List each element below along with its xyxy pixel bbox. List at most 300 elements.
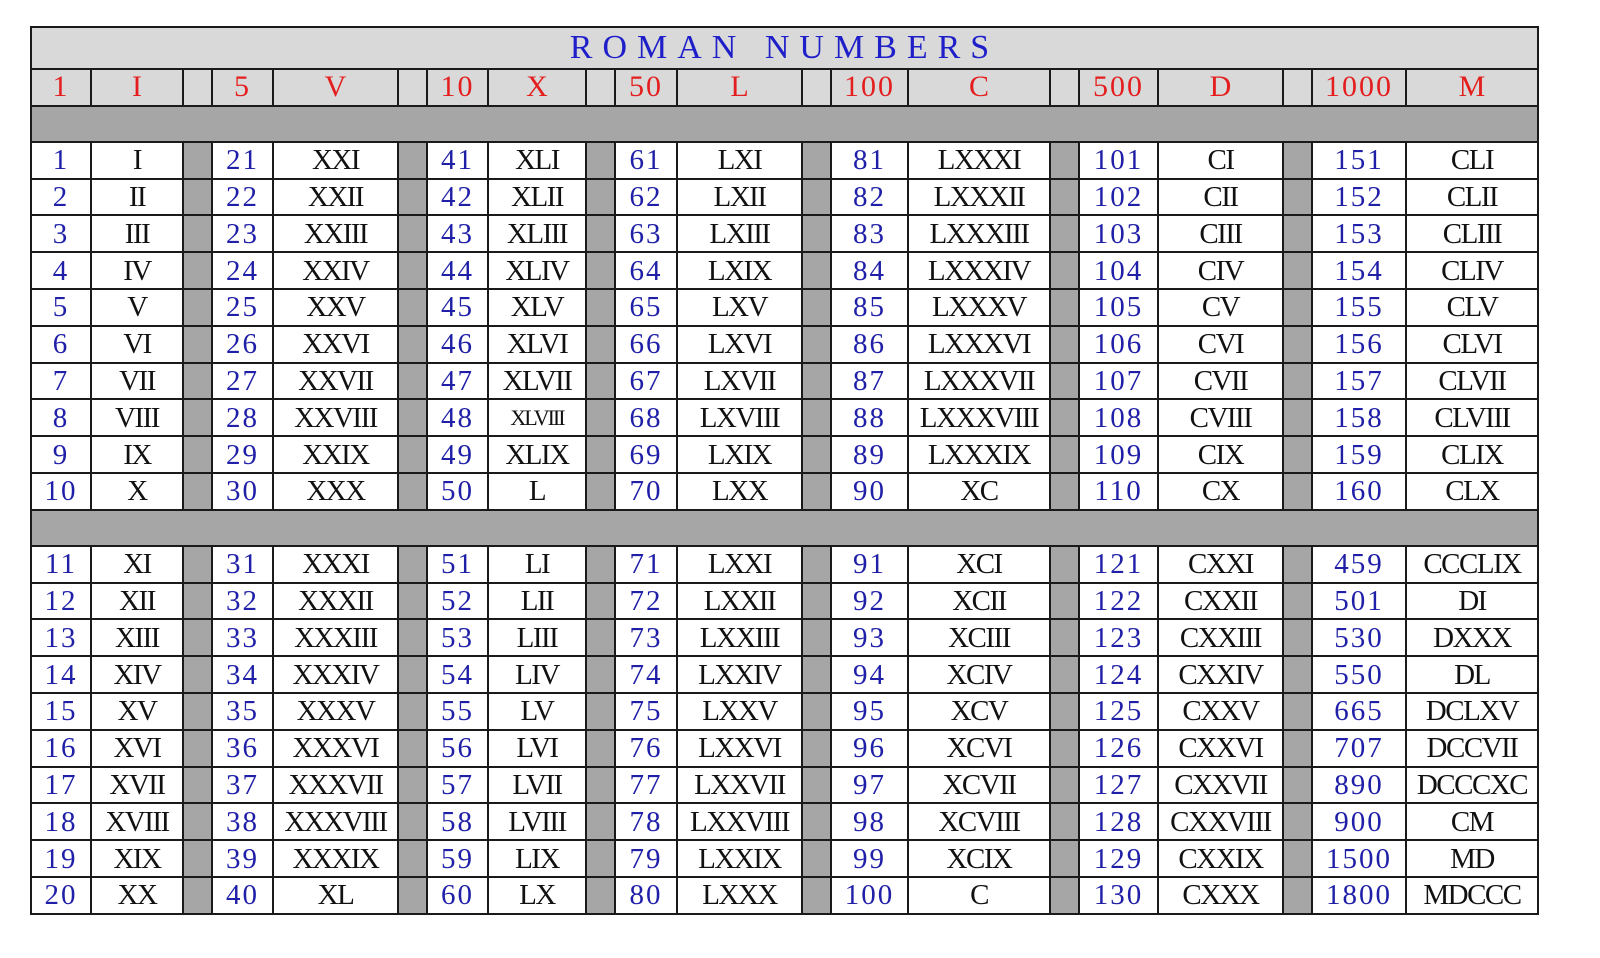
roman-numeral: LXXII — [677, 583, 802, 620]
arabic-number: 27 — [212, 363, 273, 400]
arabic-number: 53 — [427, 619, 488, 656]
column-spacer — [1283, 546, 1312, 583]
roman-numeral: XXIX — [273, 436, 398, 473]
roman-numeral: LXXXIII — [908, 215, 1050, 252]
arabic-number: 76 — [615, 730, 677, 767]
arabic-number: 34 — [212, 656, 273, 693]
roman-numeral: XX — [91, 877, 183, 914]
column-spacer — [1283, 473, 1312, 510]
roman-numeral: XCIV — [908, 656, 1050, 693]
arabic-number: 126 — [1079, 730, 1158, 767]
roman-numeral: XLII — [488, 179, 586, 216]
column-spacer — [802, 840, 831, 877]
roman-numeral: LXXI — [677, 546, 802, 583]
roman-numeral: VIII — [91, 399, 183, 436]
roman-numeral: CLVIII — [1406, 399, 1538, 436]
roman-numeral: LXXVIII — [677, 803, 802, 840]
column-spacer — [586, 767, 615, 804]
column-spacer — [1283, 877, 1312, 914]
roman-numeral: LXIX — [677, 436, 802, 473]
column-spacer — [586, 142, 615, 179]
separator-row — [31, 106, 1538, 142]
arabic-number: 30 — [212, 473, 273, 510]
column-spacer — [586, 877, 615, 914]
roman-numeral: XXXVII — [273, 767, 398, 804]
roman-numeral: CLX — [1406, 473, 1538, 510]
roman-numeral: CCCLIX — [1406, 546, 1538, 583]
arabic-number: 153 — [1312, 215, 1406, 252]
header-arabic: 1000 — [1312, 69, 1406, 106]
column-spacer — [586, 546, 615, 583]
column-spacer — [586, 730, 615, 767]
column-spacer — [586, 840, 615, 877]
table-row — [31, 215, 1538, 252]
column-spacer — [1050, 363, 1079, 400]
arabic-number: 46 — [427, 326, 488, 363]
column-spacer — [586, 619, 615, 656]
roman-numeral: LVIII — [488, 803, 586, 840]
roman-numeral: XIX — [91, 840, 183, 877]
column-spacer — [183, 473, 212, 510]
arabic-number: 29 — [212, 436, 273, 473]
roman-numeral: XCV — [908, 693, 1050, 730]
arabic-number: 3 — [31, 215, 91, 252]
column-spacer — [1283, 363, 1312, 400]
column-spacer — [586, 289, 615, 326]
arabic-number: 100 — [831, 877, 908, 914]
roman-numeral: XLVI — [488, 326, 586, 363]
arabic-number: 122 — [1079, 583, 1158, 620]
arabic-number: 55 — [427, 693, 488, 730]
roman-numeral: CLV — [1406, 289, 1538, 326]
column-spacer — [1283, 436, 1312, 473]
arabic-number: 152 — [1312, 179, 1406, 216]
roman-numeral: VII — [91, 363, 183, 400]
column-spacer — [398, 730, 427, 767]
separator-band — [31, 510, 1538, 546]
arabic-number: 54 — [427, 656, 488, 693]
roman-numeral: CLVI — [1406, 326, 1538, 363]
roman-numeral: XXX — [273, 473, 398, 510]
arabic-number: 550 — [1312, 656, 1406, 693]
column-spacer — [802, 803, 831, 840]
column-spacer — [398, 252, 427, 289]
table-row — [31, 252, 1538, 289]
arabic-number: 24 — [212, 252, 273, 289]
roman-numeral: LII — [488, 583, 586, 620]
header-roman: I — [91, 69, 183, 106]
column-spacer — [1283, 179, 1312, 216]
column-spacer — [1050, 803, 1079, 840]
roman-numeral: LXXIV — [677, 656, 802, 693]
arabic-number: 75 — [615, 693, 677, 730]
roman-numeral: CI — [1158, 142, 1283, 179]
roman-numeral: LXXXVI — [908, 326, 1050, 363]
arabic-number: 157 — [1312, 363, 1406, 400]
column-spacer — [1283, 142, 1312, 179]
arabic-number: 97 — [831, 767, 908, 804]
roman-numeral: CXXV — [1158, 693, 1283, 730]
arabic-number: 16 — [31, 730, 91, 767]
roman-numeral: CIX — [1158, 436, 1283, 473]
column-spacer — [183, 326, 212, 363]
roman-numeral: LXXXVIII — [908, 399, 1050, 436]
arabic-number: 110 — [1079, 473, 1158, 510]
arabic-number: 67 — [615, 363, 677, 400]
table-row — [31, 619, 1538, 656]
arabic-number: 101 — [1079, 142, 1158, 179]
arabic-number: 38 — [212, 803, 273, 840]
header-arabic: 10 — [427, 69, 488, 106]
arabic-number: 83 — [831, 215, 908, 252]
arabic-number: 74 — [615, 656, 677, 693]
roman-numeral: CVIII — [1158, 399, 1283, 436]
column-spacer — [1283, 693, 1312, 730]
arabic-number: 62 — [615, 179, 677, 216]
arabic-number: 36 — [212, 730, 273, 767]
roman-numeral: LXXXV — [908, 289, 1050, 326]
arabic-number: 35 — [212, 693, 273, 730]
roman-numeral: XXVI — [273, 326, 398, 363]
roman-numeral: XCI — [908, 546, 1050, 583]
roman-numeral: LXXVII — [677, 767, 802, 804]
arabic-number: 28 — [212, 399, 273, 436]
arabic-number: 25 — [212, 289, 273, 326]
arabic-number: 80 — [615, 877, 677, 914]
arabic-number: 15 — [31, 693, 91, 730]
column-spacer — [398, 583, 427, 620]
table-row — [31, 436, 1538, 473]
column-spacer — [1283, 252, 1312, 289]
roman-numeral: XXXIV — [273, 656, 398, 693]
arabic-number: 9 — [31, 436, 91, 473]
column-spacer — [1283, 840, 1312, 877]
arabic-number: 890 — [1312, 767, 1406, 804]
arabic-number: 82 — [831, 179, 908, 216]
arabic-number: 12 — [31, 583, 91, 620]
roman-numeral: DL — [1406, 656, 1538, 693]
arabic-number: 13 — [31, 619, 91, 656]
arabic-number: 32 — [212, 583, 273, 620]
column-spacer — [183, 840, 212, 877]
table-row — [31, 289, 1538, 326]
arabic-number: 26 — [212, 326, 273, 363]
header-roman: X — [488, 69, 586, 106]
arabic-number: 61 — [615, 142, 677, 179]
column-spacer — [586, 363, 615, 400]
arabic-number: 1 — [31, 142, 91, 179]
arabic-number: 96 — [831, 730, 908, 767]
column-spacer — [586, 179, 615, 216]
column-spacer — [1283, 619, 1312, 656]
arabic-number: 106 — [1079, 326, 1158, 363]
arabic-number: 40 — [212, 877, 273, 914]
arabic-number: 459 — [1312, 546, 1406, 583]
table-row — [31, 142, 1538, 179]
roman-numeral: CVII — [1158, 363, 1283, 400]
table-row — [31, 326, 1538, 363]
column-spacer — [586, 473, 615, 510]
arabic-number: 84 — [831, 252, 908, 289]
column-spacer — [183, 730, 212, 767]
column-spacer — [1050, 877, 1079, 914]
roman-numeral: XXXV — [273, 693, 398, 730]
roman-numeral: DXXX — [1406, 619, 1538, 656]
roman-numeral: CLIX — [1406, 436, 1538, 473]
column-spacer — [802, 619, 831, 656]
roman-numeral: CM — [1406, 803, 1538, 840]
column-spacer — [586, 252, 615, 289]
column-spacer — [802, 877, 831, 914]
header-arabic: 500 — [1079, 69, 1158, 106]
column-spacer — [1050, 840, 1079, 877]
header-arabic: 1 — [31, 69, 91, 106]
roman-numeral: LIX — [488, 840, 586, 877]
roman-numeral: LXVI — [677, 326, 802, 363]
arabic-number: 87 — [831, 363, 908, 400]
arabic-number: 123 — [1079, 619, 1158, 656]
arabic-number: 77 — [615, 767, 677, 804]
column-spacer — [1283, 215, 1312, 252]
column-spacer — [802, 546, 831, 583]
column-spacer — [802, 693, 831, 730]
column-spacer — [183, 619, 212, 656]
roman-numeral: LXV — [677, 289, 802, 326]
arabic-number: 43 — [427, 215, 488, 252]
column-spacer — [1050, 252, 1079, 289]
roman-numeral: XII — [91, 583, 183, 620]
roman-numeral: II — [91, 179, 183, 216]
arabic-number: 88 — [831, 399, 908, 436]
arabic-number: 94 — [831, 656, 908, 693]
column-spacer — [1050, 179, 1079, 216]
column-spacer — [183, 289, 212, 326]
column-spacer — [1283, 289, 1312, 326]
roman-numeral: XLVIII — [488, 399, 586, 436]
column-spacer — [398, 326, 427, 363]
arabic-number: 11 — [31, 546, 91, 583]
arabic-number: 665 — [1312, 693, 1406, 730]
column-spacer — [398, 399, 427, 436]
roman-numeral: XXXII — [273, 583, 398, 620]
column-spacer — [183, 142, 212, 179]
arabic-number: 7 — [31, 363, 91, 400]
column-spacer — [1050, 142, 1079, 179]
arabic-number: 501 — [1312, 583, 1406, 620]
roman-numeral: CLIII — [1406, 215, 1538, 252]
column-spacer — [586, 693, 615, 730]
roman-numeral: CII — [1158, 179, 1283, 216]
roman-numeral: DCCCXC — [1406, 767, 1538, 804]
arabic-number: 65 — [615, 289, 677, 326]
roman-numeral: CXXX — [1158, 877, 1283, 914]
arabic-number: 86 — [831, 326, 908, 363]
arabic-number: 102 — [1079, 179, 1158, 216]
column-spacer — [183, 693, 212, 730]
roman-numeral: LXX — [677, 473, 802, 510]
arabic-number: 900 — [1312, 803, 1406, 840]
column-spacer — [802, 252, 831, 289]
roman-numeral: CV — [1158, 289, 1283, 326]
roman-numeral: XXXIX — [273, 840, 398, 877]
roman-numeral: III — [91, 215, 183, 252]
arabic-number: 125 — [1079, 693, 1158, 730]
roman-numeral: CVI — [1158, 326, 1283, 363]
arabic-number: 60 — [427, 877, 488, 914]
arabic-number: 5 — [31, 289, 91, 326]
roman-numeral: XCIX — [908, 840, 1050, 877]
arabic-number: 18 — [31, 803, 91, 840]
column-spacer — [1050, 326, 1079, 363]
header-arabic: 100 — [831, 69, 908, 106]
arabic-number: 41 — [427, 142, 488, 179]
arabic-number: 151 — [1312, 142, 1406, 179]
header-arabic: 5 — [212, 69, 273, 106]
column-spacer — [1050, 399, 1079, 436]
arabic-number: 70 — [615, 473, 677, 510]
roman-numeral: CLVII — [1406, 363, 1538, 400]
column-spacer — [183, 877, 212, 914]
roman-numeral: XIV — [91, 656, 183, 693]
column-spacer — [802, 289, 831, 326]
arabic-number: 51 — [427, 546, 488, 583]
roman-numeral: DI — [1406, 583, 1538, 620]
column-spacer — [802, 583, 831, 620]
arabic-number: 92 — [831, 583, 908, 620]
roman-numeral: XXVIII — [273, 399, 398, 436]
arabic-number: 130 — [1079, 877, 1158, 914]
column-spacer — [586, 656, 615, 693]
table-row — [31, 877, 1538, 914]
roman-numeral: LV — [488, 693, 586, 730]
arabic-number: 121 — [1079, 546, 1158, 583]
roman-numeral: XC — [908, 473, 1050, 510]
table-row — [31, 399, 1538, 436]
column-spacer — [1050, 69, 1079, 106]
arabic-number: 59 — [427, 840, 488, 877]
roman-numeral: XXXI — [273, 546, 398, 583]
roman-numeral: CXXIX — [1158, 840, 1283, 877]
arabic-number: 124 — [1079, 656, 1158, 693]
column-spacer — [1050, 436, 1079, 473]
arabic-number: 63 — [615, 215, 677, 252]
roman-numeral: XXXVIII — [273, 803, 398, 840]
table-row — [31, 363, 1538, 400]
roman-numeral: CXXIII — [1158, 619, 1283, 656]
table-row — [31, 767, 1538, 804]
column-spacer — [802, 656, 831, 693]
column-spacer — [183, 803, 212, 840]
roman-numeral: LXXIII — [677, 619, 802, 656]
column-spacer — [398, 289, 427, 326]
roman-numeral: XCVI — [908, 730, 1050, 767]
column-spacer — [398, 619, 427, 656]
arabic-number: 64 — [615, 252, 677, 289]
roman-numeral: IX — [91, 436, 183, 473]
arabic-number: 48 — [427, 399, 488, 436]
column-spacer — [1050, 767, 1079, 804]
column-spacer — [586, 326, 615, 363]
arabic-number: 47 — [427, 363, 488, 400]
roman-numeral: LXII — [677, 179, 802, 216]
roman-numeral: LXVII — [677, 363, 802, 400]
roman-numeral: XCIII — [908, 619, 1050, 656]
column-spacer — [398, 656, 427, 693]
roman-numeral: LIII — [488, 619, 586, 656]
roman-numeral: CX — [1158, 473, 1283, 510]
roman-numeral: CLIV — [1406, 252, 1538, 289]
column-spacer — [183, 583, 212, 620]
column-spacer — [1283, 730, 1312, 767]
roman-numeral: C — [908, 877, 1050, 914]
arabic-number: 104 — [1079, 252, 1158, 289]
arabic-number: 707 — [1312, 730, 1406, 767]
roman-numeral: XLIII — [488, 215, 586, 252]
column-spacer — [1283, 326, 1312, 363]
column-spacer — [1050, 289, 1079, 326]
roman-numeral: LVI — [488, 730, 586, 767]
roman-numeral: CXXVI — [1158, 730, 1283, 767]
roman-numeral: CXXI — [1158, 546, 1283, 583]
column-spacer — [1283, 583, 1312, 620]
roman-numeral: LXXXII — [908, 179, 1050, 216]
roman-numeral: DCLXV — [1406, 693, 1538, 730]
arabic-number: 68 — [615, 399, 677, 436]
arabic-number: 91 — [831, 546, 908, 583]
roman-numeral: LXI — [677, 142, 802, 179]
arabic-number: 20 — [31, 877, 91, 914]
arabic-number: 79 — [615, 840, 677, 877]
arabic-number: 21 — [212, 142, 273, 179]
roman-numeral: V — [91, 289, 183, 326]
roman-numeral: MDCCC — [1406, 877, 1538, 914]
column-spacer — [398, 840, 427, 877]
roman-numeral: VI — [91, 326, 183, 363]
header-roman: D — [1158, 69, 1283, 106]
table-title: ROMAN NUMBERS — [31, 27, 1538, 69]
roman-numeral: CXXVII — [1158, 767, 1283, 804]
roman-numeral: XV — [91, 693, 183, 730]
column-spacer — [802, 436, 831, 473]
roman-numeral: LXXXVII — [908, 363, 1050, 400]
arabic-number: 39 — [212, 840, 273, 877]
arabic-number: 44 — [427, 252, 488, 289]
column-spacer — [1283, 69, 1312, 106]
arabic-number: 93 — [831, 619, 908, 656]
roman-numeral: XL — [273, 877, 398, 914]
roman-numeral: LI — [488, 546, 586, 583]
roman-numeral: CLII — [1406, 179, 1538, 216]
roman-numeral: XXVII — [273, 363, 398, 400]
header-arabic: 50 — [615, 69, 677, 106]
column-spacer — [183, 363, 212, 400]
column-spacer — [1050, 730, 1079, 767]
roman-numeral: XLV — [488, 289, 586, 326]
column-spacer — [1050, 693, 1079, 730]
column-spacer — [802, 215, 831, 252]
arabic-number: 127 — [1079, 767, 1158, 804]
arabic-number: 71 — [615, 546, 677, 583]
header-roman: V — [273, 69, 398, 106]
header-row — [31, 69, 1538, 106]
roman-numeral: XXXIII — [273, 619, 398, 656]
column-spacer — [586, 436, 615, 473]
arabic-number: 45 — [427, 289, 488, 326]
roman-numeral: IV — [91, 252, 183, 289]
table-row — [31, 473, 1538, 510]
roman-numeral: DCCVII — [1406, 730, 1538, 767]
column-spacer — [183, 252, 212, 289]
